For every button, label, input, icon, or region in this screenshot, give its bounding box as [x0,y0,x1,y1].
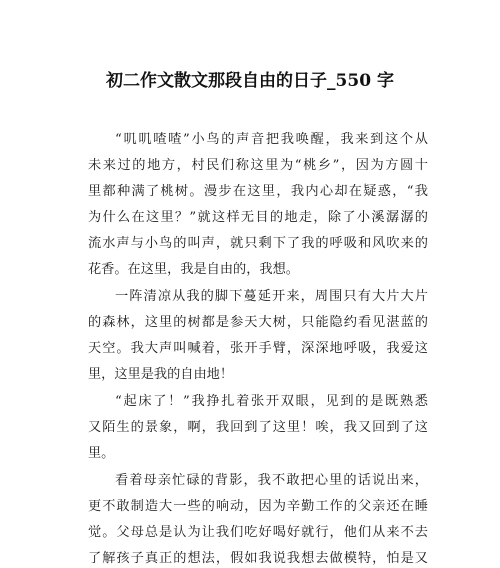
body-line: 天空。我大声叫喊着，张开手臂，深深地呼吸，我爱这 [88,341,428,356]
body-line: 里，这里是我的自由地！ [88,367,234,382]
body-line: 流水声与小鸟的叫声，就只剩下了我的呼吸和风吹来的 [88,236,428,251]
body-line: 又陌生的景象，啊，我回到了这里！唉，我又回到了这 [88,420,428,435]
body-line: 看着母亲忙碌的背影，我不敢把心里的话说出来， [115,473,428,488]
body-line: 更不敢制造大一些的响动，因为辛勤工作的父亲还在睡 [88,499,428,514]
body-line: 未来过的地方，村民们称这里为“桃乡”，因为方圆十 [88,158,428,173]
body-line: 觉。父母总是认为让我们吃好喝好就行，他们从来不去 [88,525,428,540]
body-line: 花香。在这里，我是自由的，我想。 [88,262,299,277]
body-line: 里都种满了桃树。漫步在这里，我内心却在疑惑，“我 [88,184,428,199]
body-line: 里。 [88,446,115,461]
body-line: “叽叽喳喳”小鸟的声音把我唤醒，我来到这个从 [115,132,428,147]
body-line: 了解孩子真正的想法，假如我说我想去做模特，怕是又 [88,551,428,566]
body-line: 的森林，这里的树都是参天大树，只能隐约看见湛蓝的 [88,315,428,330]
body-line: 为什么在这里？”就这样无目的地走，除了小溪潺潺的 [88,210,428,225]
body-line: “起床了！”我挣扎着张开双眼，见到的是既熟悉 [115,394,428,409]
document-title: 初二作文散文那段自由的日子_550 字 [106,71,394,91]
body-line: 一阵清凉从我的脚下蔓延开来，周围只有大片大片 [115,289,428,304]
